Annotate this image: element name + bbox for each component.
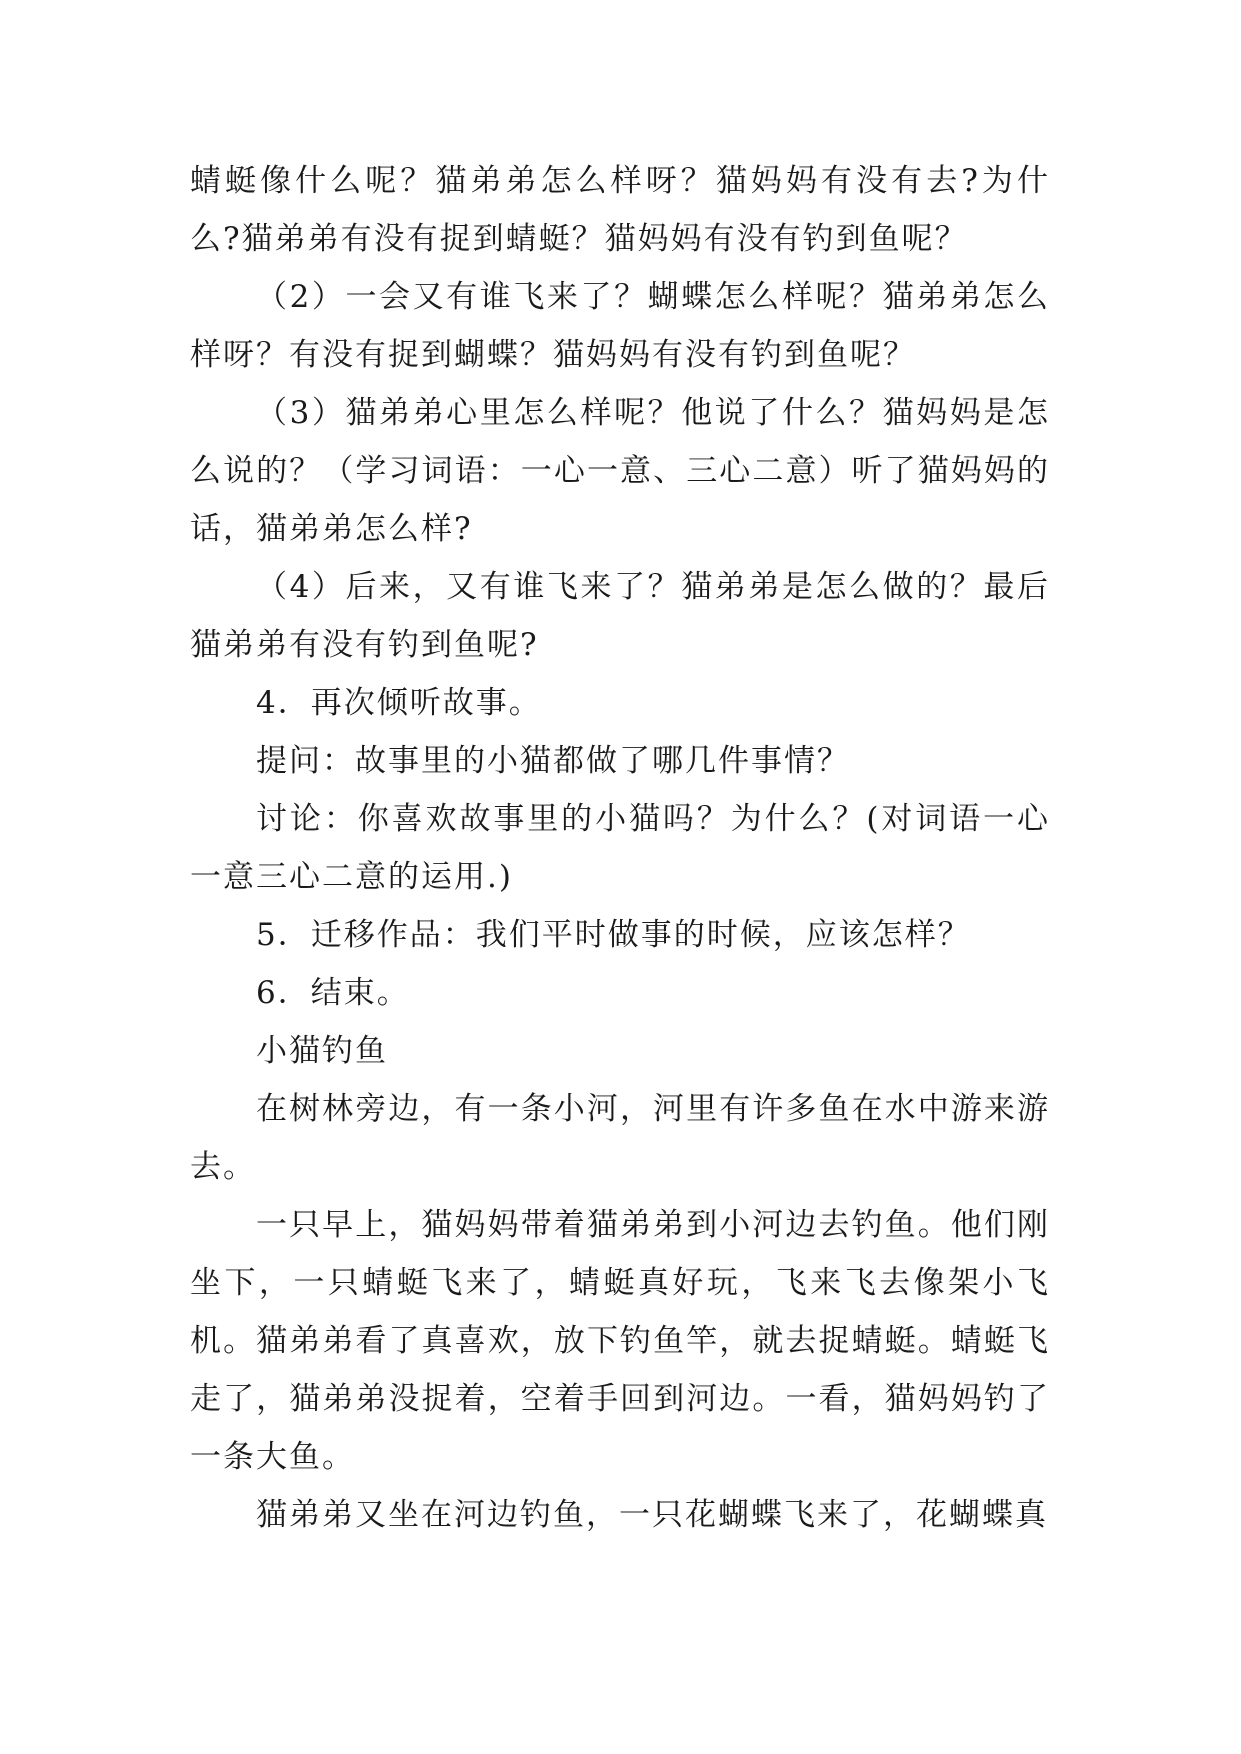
step-5-heading: 5．迁移作品：我们平时做事的时候，应该怎样？ — [256, 917, 971, 953]
document-body — [190, 152, 1050, 1544]
paragraph-4: （4）后来，又有谁飞来了？猫弟弟是怎么做的？最后猫弟弟有没有钓到鱼呢? — [190, 569, 1050, 663]
paragraph-2: （2）一会又有谁飞来了？蝴蝶怎么样呢？猫弟弟怎么样呀？有没有捉到蝴蝶？猫妈妈有没有钓到鱼呢？ — [190, 279, 1050, 373]
discussion-paragraph: 讨论：你喜欢故事里的小猫吗？为什么？(对词语一心一意三心二意的运用.) — [190, 801, 1050, 895]
question-paragraph: 提问：故事里的小猫都做了哪几件事情？ — [256, 743, 850, 779]
step-4-heading: 4．再次倾听故事。 — [256, 685, 542, 721]
story-title: 小猫钓鱼 — [256, 1033, 388, 1069]
story-paragraph-3: 猫弟弟又坐在河边钓鱼，一只花蝴蝶飞来了，花蝴蝶真 — [256, 1497, 1048, 1533]
story-paragraph-1: 在树林旁边，有一条小河，河里有许多鱼在水中游来游去。 — [190, 1091, 1050, 1185]
paragraph-3: （3）猫弟弟心里怎么样呢？他说了什么？猫妈妈是怎么说的？（学习词语：一心一意、三心二意）听了猫妈妈的话，猫弟弟怎么样? — [190, 395, 1050, 547]
paragraph-1: 蜻蜓像什么呢？猫弟弟怎么样呀？猫妈妈有没有去?为什么?猫弟弟有没有捉到蜻蜓？猫妈妈有没有钓到鱼呢？ — [190, 163, 1050, 257]
story-paragraph-2: 一只早上，猫妈妈带着猫弟弟到小河边去钓鱼。他们刚坐下，一只蜻蜓飞来了，蜻蜓真好玩，飞来飞去像架小飞机。猫弟弟看了真喜欢，放下钓鱼竿，就去捉蜻蜓。蜻蜓飞走了，猫弟弟没捉着，空着手回到河边。一看，猫妈妈钓了一条大鱼。 — [190, 1207, 1050, 1475]
step-6-heading: 6．结束。 — [256, 975, 410, 1011]
